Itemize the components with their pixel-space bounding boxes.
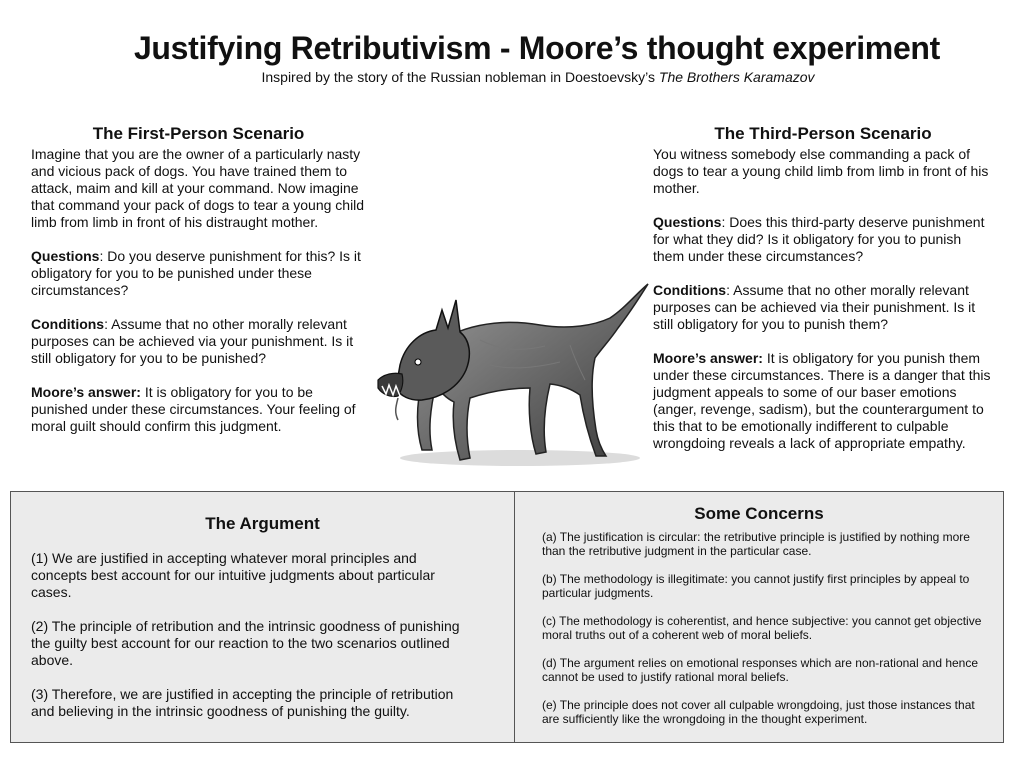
concern-item: (c) The methodology is coherentist, and hence subjective: you cannot get objective moral truths out of a coherent web of moral beliefs. bbox=[542, 614, 982, 642]
page-subtitle bbox=[0, 69, 1024, 85]
conditions-text: : Assume that no other morally relevant purposes can be achieved via your punishment. Is it still obligatory for you to be punished? bbox=[31, 316, 354, 366]
argument-panel bbox=[10, 491, 515, 743]
conditions-text: : Assume that no other morally relevant purposes can be achieved via their punishment. Is it still obligatory for you to punish them? bbox=[653, 282, 976, 332]
page-title: Justifying Retributivism - Moore’s thought experiment bbox=[133, 30, 941, 66]
concerns-list bbox=[542, 530, 992, 740]
third-person-heading: The Third-Person Scenario bbox=[714, 124, 932, 143]
third-person-scenario: You witness somebody else commanding a pack of dogs to tear a young child limb from limb in front of his mother. bbox=[653, 146, 989, 196]
first-person-questions bbox=[31, 248, 366, 299]
snarling-dog-icon bbox=[370, 270, 655, 470]
first-person-conditions bbox=[31, 316, 366, 367]
concern-item: (a) The justification is circular: the retributive principle is justified by nothing more than the retributive judgment in the particular case. bbox=[542, 530, 970, 558]
answer-text: It is obligatory for you to be punished under these circumstances. Your feeling of moral guilt should confirm this judgment. bbox=[31, 384, 356, 434]
questions-label: Questions bbox=[653, 214, 722, 230]
argument-point: (3) Therefore, we are justified in accepting the principle of retribution and believing in the intrinsic goodness of punishing the guilty. bbox=[31, 686, 454, 719]
first-person-section bbox=[31, 124, 366, 452]
third-person-conditions bbox=[653, 282, 993, 333]
conditions-label: Conditions bbox=[653, 282, 727, 298]
concerns-heading: Some Concerns bbox=[694, 504, 824, 523]
concern-item: (b) The methodology is illegitimate: you cannot justify first principles by appeal to particular judgments. bbox=[542, 572, 970, 600]
third-person-section bbox=[653, 124, 993, 469]
concerns-panel bbox=[514, 491, 1004, 743]
answer-text: It is obligatory for you punish them under these circumstances. There is a danger that this judgment appeals to some of our baser emotions (anger, revenge, sadism), but the counterargument to this that to be emotionally indifferent to culpable wrongdoing reveals a lack of appropriate empathy. bbox=[653, 350, 991, 451]
questions-text: : Do you deserve punishment for this? Is it obligatory for you to be punished under these circumstances? bbox=[31, 248, 361, 298]
answer-label: Moore’s answer: bbox=[653, 350, 763, 366]
subtitle-text: Inspired by the story of the Russian nobleman in Doestoevsky’s bbox=[261, 69, 659, 85]
conditions-label: Conditions bbox=[31, 316, 105, 332]
questions-text: : Does this third-party deserve punishment for what they did? Is it obligatory for you to punish them under these circumstances? bbox=[653, 214, 985, 264]
argument-point: (2) The principle of retribution and the intrinsic goodness of punishing the guilty best account for our reaction to the two scenarios outlined above. bbox=[31, 618, 460, 668]
argument-points bbox=[31, 550, 471, 737]
third-person-questions bbox=[653, 214, 993, 265]
third-person-answer bbox=[653, 350, 993, 452]
book-title: The Brothers Karamazov bbox=[658, 69, 815, 85]
concern-item: (d) The argument relies on emotional responses which are non-rational and hence cannot be used to justify rational moral beliefs. bbox=[542, 656, 979, 684]
argument-point: (1) We are justified in accepting whatever moral principles and concepts best account for our intuitive judgments about particular cases. bbox=[31, 550, 435, 600]
concern-item: (e) The principle does not cover all culpable wrongdoing, just those instances that are sufficiently like the wrongdoing in the thought experiment. bbox=[542, 698, 975, 726]
first-person-heading: The First-Person Scenario bbox=[92, 124, 305, 143]
answer-label: Moore’s answer: bbox=[31, 384, 141, 400]
argument-heading: The Argument bbox=[205, 514, 320, 533]
first-person-answer bbox=[31, 384, 366, 435]
questions-label: Questions bbox=[31, 248, 100, 264]
first-person-scenario: Imagine that you are the owner of a particularly nasty and vicious pack of dogs. You have trained them to attack, maim and kill at your command. Now imagine that command your pack of dogs to tear a young child limb from limb in front of his distraught mother. bbox=[31, 146, 365, 230]
